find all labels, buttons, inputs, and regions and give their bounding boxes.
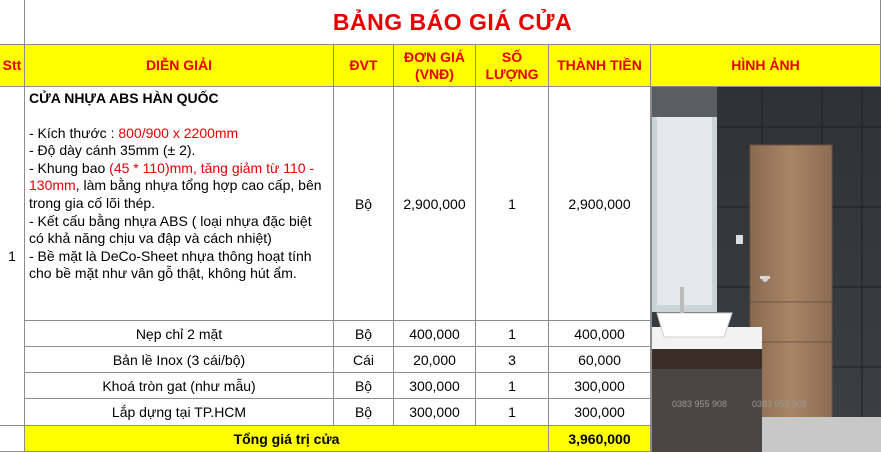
row-unit: Bộ: [334, 321, 394, 347]
row-amount: 300,000: [549, 373, 651, 399]
header-stt: Stt: [0, 45, 25, 87]
row-name: Bản lề Inox (3 cái/bộ): [25, 347, 334, 373]
total-value: 3,960,000: [549, 426, 651, 452]
row-qty: 1: [476, 373, 549, 399]
main-item-price: 2,900,000: [394, 87, 476, 321]
spec-surface: - Bề mặt là DeCo-Sheet nhựa thông hoạt tính cho bề mặt như vân gỗ thật, không hút ẩm.: [29, 247, 312, 282]
total-label: Tổng giá trị cửa: [25, 426, 549, 452]
main-item-qty: 1: [476, 87, 549, 321]
row-price: 400,000: [394, 321, 476, 347]
row-qty: 3: [476, 347, 549, 373]
main-item-amount: 2,900,000: [549, 87, 651, 321]
row-amount: 300,000: [549, 399, 651, 426]
spec-structure: - Kết cấu bằng nhựa ABS ( loại nhựa đặc biệt có khả năng chịu va đập và cách nhiệt): [29, 212, 312, 247]
row-stt: 1: [0, 87, 25, 426]
row-amount: 400,000: [549, 321, 651, 347]
header-description: DIỄN GIẢI: [25, 45, 334, 87]
total-stt-blank: [0, 426, 25, 452]
main-item-description: [25, 87, 334, 321]
row-price: 20,000: [394, 347, 476, 373]
row-unit: Bộ: [334, 399, 394, 426]
door-product-photo: [651, 87, 881, 452]
header-unit: ĐVT: [334, 45, 394, 87]
row-price: 300,000: [394, 373, 476, 399]
row-amount: 60,000: [549, 347, 651, 373]
page-title: BẢNG BÁO GIÁ CỬA: [25, 0, 881, 45]
row-name: Khoá tròn gat (như mẫu): [25, 373, 334, 399]
spec-frame: - Khung bao (45 * 110)mm, tăng giảm từ 110 - 130mm, làm bằng nhựa tổng hợp cao cấp, bên trong gia cố lõi thép.: [29, 159, 322, 211]
header-amount: THÀNH TIỀN: [549, 45, 651, 87]
header-unit-price: ĐƠN GIÁ (VNĐ): [394, 45, 476, 87]
main-item-name: CỬA NHỰA ABS HÀN QUỐC: [29, 90, 219, 106]
main-item-unit: Bộ: [334, 87, 394, 321]
row-price: 300,000: [394, 399, 476, 426]
header-image: HÌNH ẢNH: [651, 45, 881, 87]
watermark-left: 0383 955 908: [672, 399, 728, 409]
row-unit: Cái: [334, 347, 394, 373]
row-name: Nẹp chỉ 2 mặt: [25, 321, 334, 347]
watermark-right: 0383 955 908: [752, 399, 808, 409]
row-unit: Bộ: [334, 373, 394, 399]
spec-thickness: - Độ dày cánh 35mm (± 2).: [29, 142, 196, 159]
row-qty: 1: [476, 399, 549, 426]
row-name: Lắp dựng tại TP.HCM: [25, 399, 334, 426]
spec-size: - Kích thước : 800/900 x 2200mm: [29, 124, 239, 141]
header-quantity: SỐ LƯỢNG: [476, 45, 549, 87]
row-qty: 1: [476, 321, 549, 347]
corner-cell: [0, 0, 25, 45]
